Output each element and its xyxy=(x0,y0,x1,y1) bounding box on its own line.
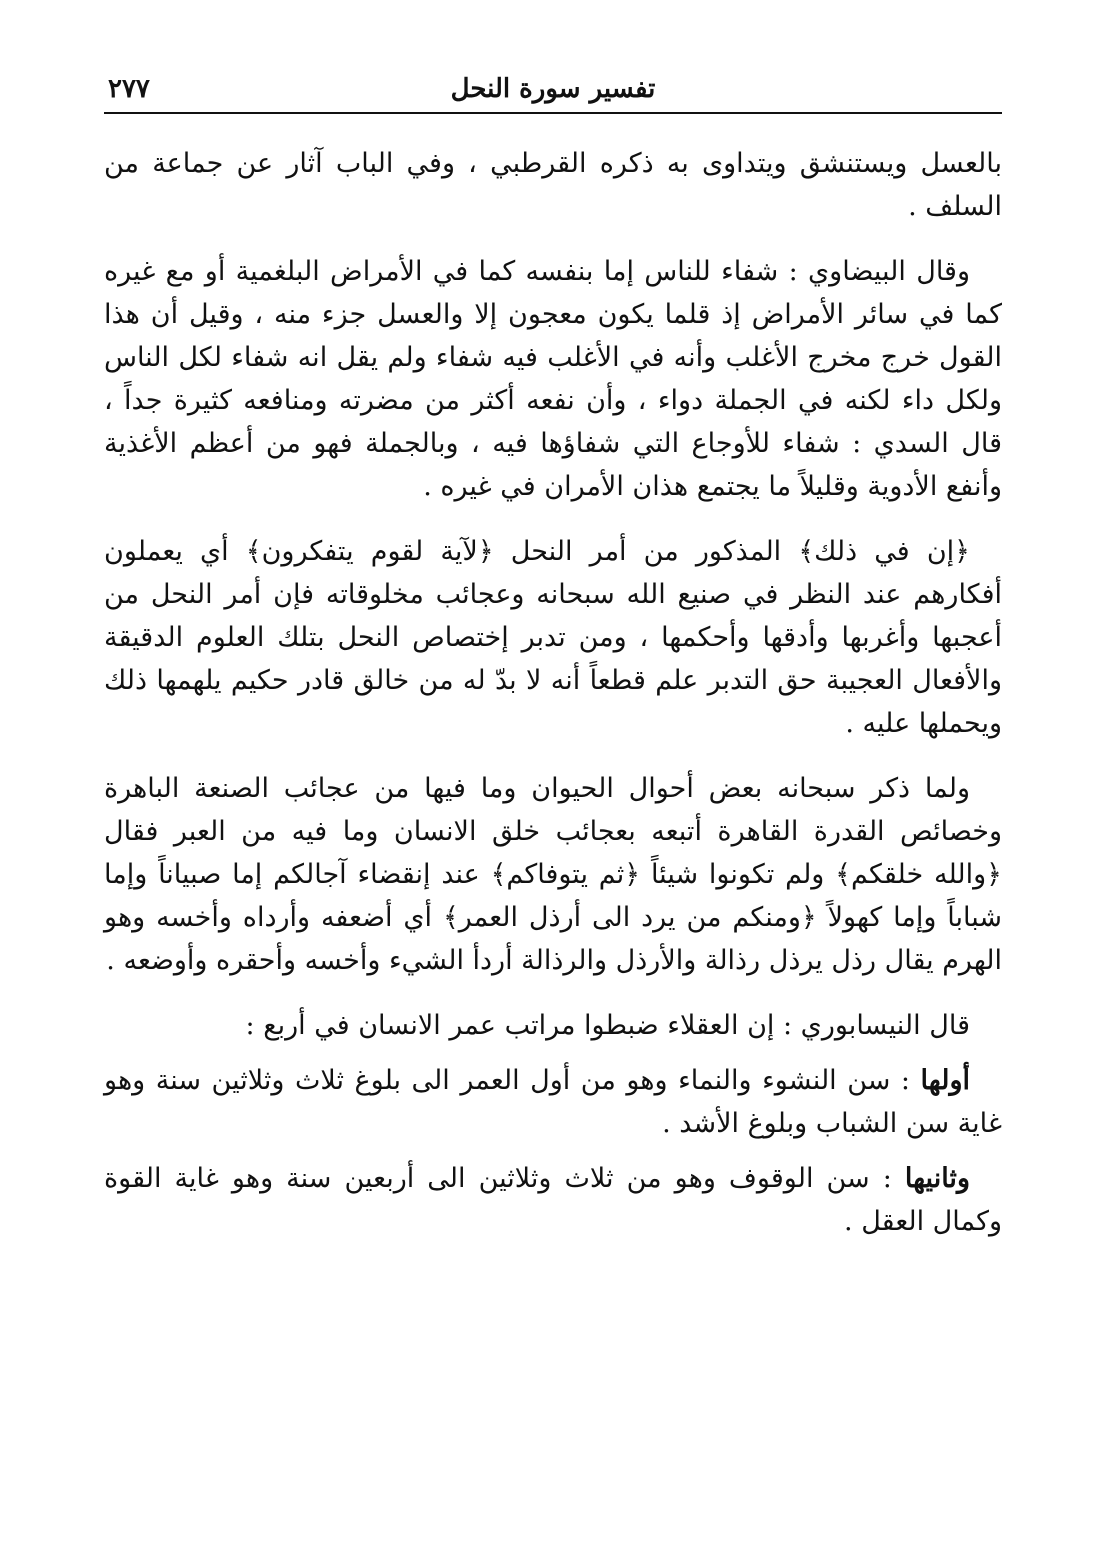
paragraph-7-text: : سن الوقوف وهو من ثلاث وثلاثين الى أربعين سنة وهو غاية القوة وكمال العقل . xyxy=(104,1163,1002,1237)
paragraph-5 xyxy=(104,1004,1002,1047)
paragraph-3-text: ﴿إن في ذلك﴾ المذكور من أمر النحل ﴿لآية لقوم يتفكرون﴾ أي يعملون أفكارهم عند النظر في صنيع الله سبحانه وعجائب مخلوقاته فإن أمر النحل من أعجبها وأغربها وأدقها وأحكمها ، ومن تدبر إختصاص النحل بتلك العلوم الدقيقة والأفعال العجيبة حق التدبر علم قطعاً أنه لا بدّ له من خالق قادر حكيم يلهمها ذلك ويحملها عليه . xyxy=(104,536,1002,739)
running-title: تفسير سورة النحل xyxy=(450,74,656,104)
page-number: ٢٧٧ xyxy=(108,74,150,104)
paragraph-7-lead: وثانيها xyxy=(904,1163,970,1194)
paragraph-6-text: : سن النشوء والنماء وهو من أول العمر الى بلوغ ثلاث وثلاثين سنة وهو غاية سن الشباب وبلوغ الأشد . xyxy=(104,1065,1002,1139)
paragraph-4-text: ولما ذكر سبحانه بعض أحوال الحيوان وما فيها من عجائب الصنعة الباهرة وخصائص القدرة القاهرة أتبعه بعجائب خلق الانسان وما فيه من العبر فقال ﴿والله خلقكم﴾ ولم تكونوا شيئاً ﴿ثم يتوفاكم﴾ عند إنقضاء آجالكم إما صبياناً وإما شباباً وإما كهولاً ﴿ومنكم من يرد الى أرذل العمر﴾ أي أضعفه وأرداه وأخسه وهو الهرم يقال رذل يرذل رذالة والأرذل والرذالة أردأ الشيء وأخسه وأحقره وأوضعه . xyxy=(104,773,1002,976)
paragraph-3 xyxy=(104,530,1002,745)
paragraph-2-text: وقال البيضاوي : شفاء للناس إما بنفسه كما في الأمراض البلغمية أو مع غيره كما في سائر الأمراض إذ قلما يكون معجون إلا والعسل جزء منه ، وقيل أن هذا القول خرج مخرج الأغلب وأنه في الأغلب فيه شفاء ولم يقل انه شفاء لكل الناس ولكل داء لكنه في الجملة دواء ، وأن نفعه أكثر من مضرته ومنافعه كثيرة جداً ، قال السدي : شفاء للأوجاع التي شفاؤها فيه ، وبالجملة فهو من أعظم الأغذية وأنفع الأدوية وقليلاً ما يجتمع هذان الأمران في غيره . xyxy=(104,256,1002,502)
paragraph-1-text: بالعسل ويستنشق ويتداوى به ذكره القرطبي ، وفي الباب آثار عن جماعة من السلف . xyxy=(104,148,1002,222)
body-text xyxy=(104,142,1002,1255)
paragraph-6-lead: أولها xyxy=(920,1065,970,1096)
paragraph-4 xyxy=(104,767,1002,982)
page-header xyxy=(104,72,1002,114)
paragraph-6 xyxy=(104,1059,1002,1145)
paragraph-5-text: قال النيسابوري : إن العقلاء ضبطوا مراتب عمر الانسان في أربع : xyxy=(245,1010,970,1041)
paragraph-1 xyxy=(104,142,1002,228)
paragraph-7 xyxy=(104,1157,1002,1243)
paragraph-2 xyxy=(104,250,1002,508)
